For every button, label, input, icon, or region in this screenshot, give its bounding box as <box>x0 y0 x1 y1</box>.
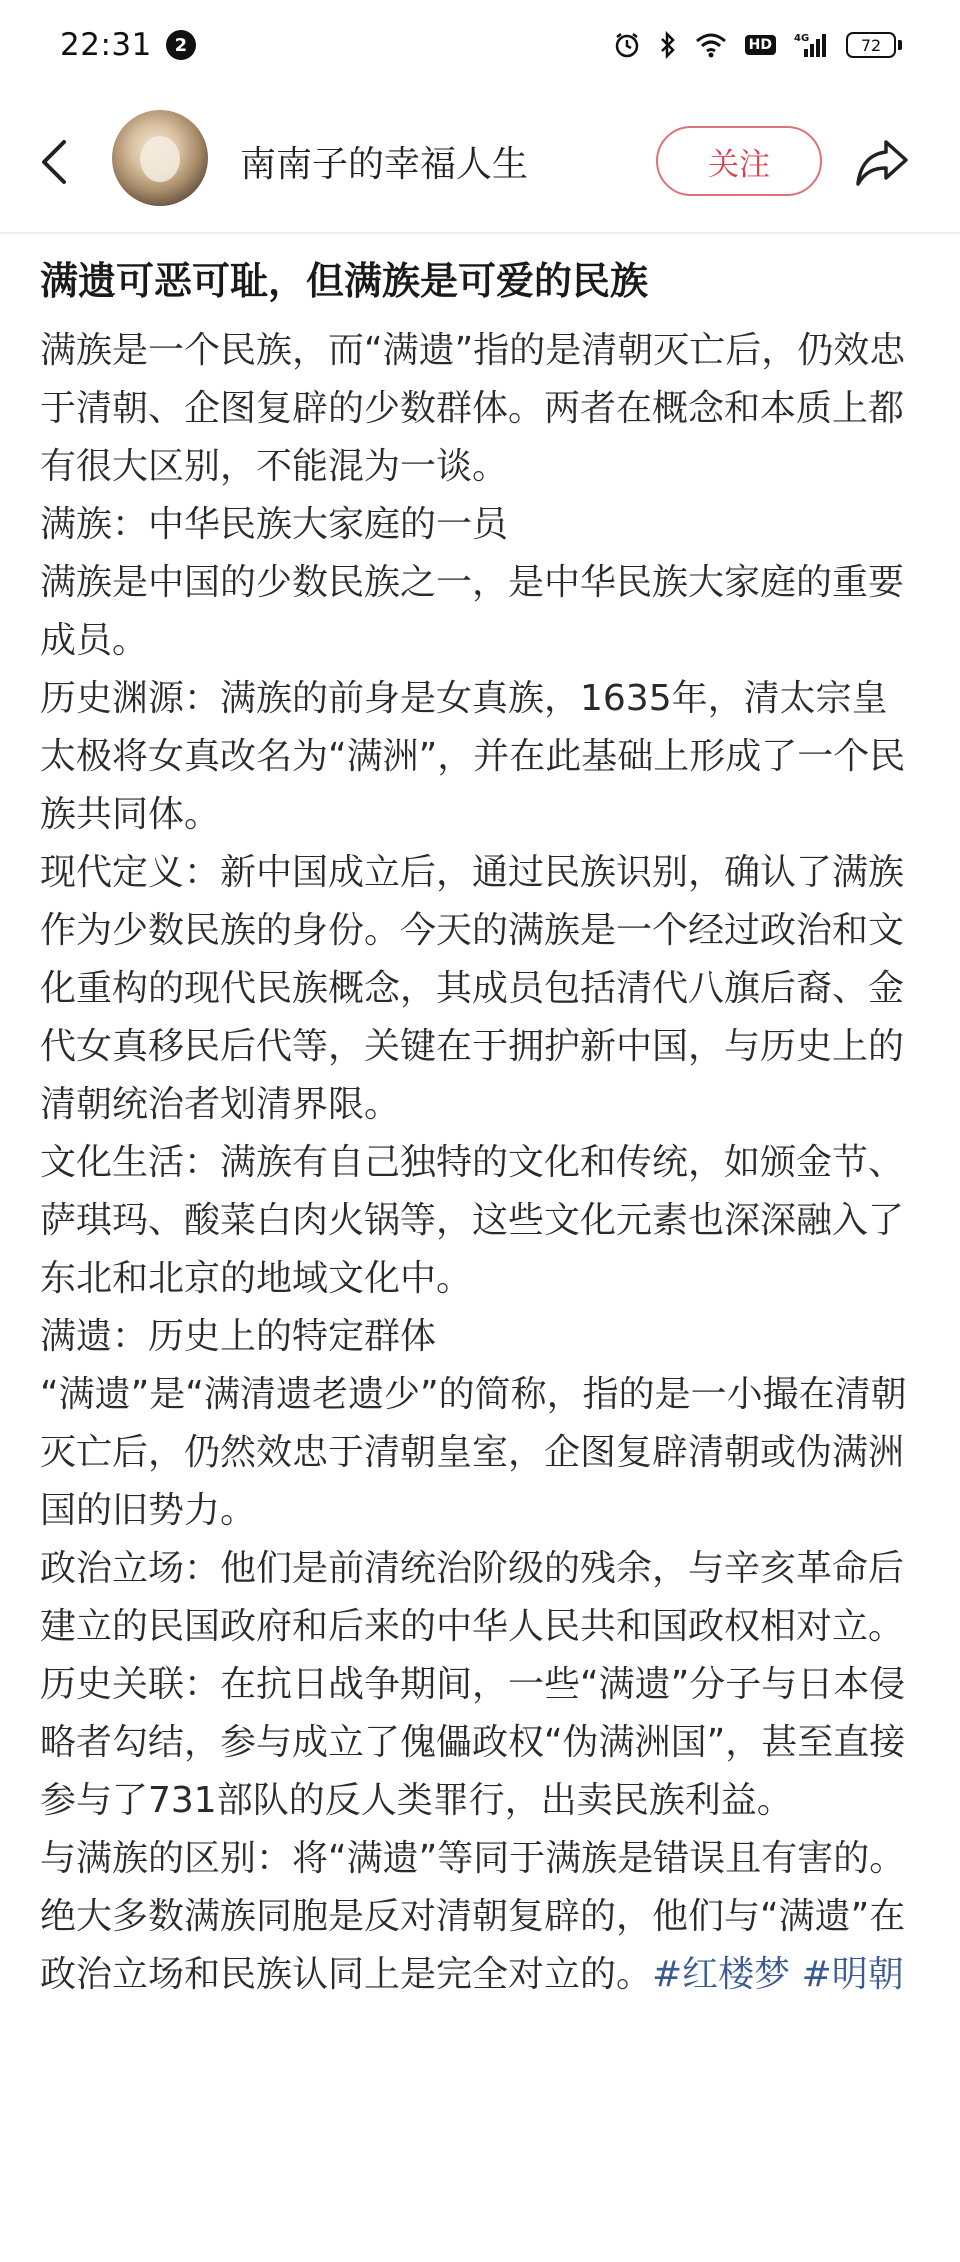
share-icon[interactable] <box>852 132 912 192</box>
svg-text:4G: 4G <box>794 33 810 44</box>
signal-icon <box>794 31 828 59</box>
battery-icon <box>846 32 902 58</box>
status-icons <box>613 31 902 59</box>
wifi-icon <box>695 32 727 58</box>
section-heading: 满遗：历史上的特定群体 <box>40 1316 437 1357</box>
section-heading: 满族：中华民族大家庭的一员 <box>40 504 509 545</box>
battery-level: 72 <box>846 32 896 58</box>
account-name[interactable]: 南南子的幸福人生 <box>240 144 529 185</box>
paragraph: 满族是中国的少数民族之一，是中华民族大家庭的重要成员。 <box>40 562 905 661</box>
paragraph: 满族是一个民族，而“满遗”指的是清朝灭亡后，仍效忠于清朝、企图复辟的少数群体。两者在概念和本质上都有很大区别，不能混为一谈。 <box>40 330 906 487</box>
status-bar <box>0 0 960 90</box>
hashtag-link[interactable]: #红楼梦 <box>652 1954 791 1995</box>
notification-badge: 2 <box>166 30 196 60</box>
paragraph: “满遗”是“满清遗老遗少”的简称，指的是一小撮在清朝灭亡后，仍然效忠于清朝皇室，企图复辟清朝或伪满洲国的旧势力。 <box>40 1374 907 1531</box>
paragraph: 现代定义：新中国成立后，通过民族识别，确认了满族作为少数民族的身份。今天的满族是一个经过政治和文化重构的现代民族概念，其成员包括清代八旗后裔、金代女真移民后代等，关键在于拥护新中国，与历史上的清朝统治者划清界限。 <box>40 852 905 1125</box>
bluetooth-icon <box>659 31 677 59</box>
avatar[interactable] <box>112 110 208 206</box>
paragraph: 历史渊源：满族的前身是女真族，1635年，清太宗皇太极将女真改名为“满洲”，并在此基础上形成了一个民族共同体。 <box>40 678 906 835</box>
paragraph: 政治立场：他们是前清统治阶级的残余，与辛亥革命后建立的民国政府和后来的中华人民共和国政权相对立。 <box>40 1548 905 1647</box>
paragraph-last <box>40 1830 920 2004</box>
article <box>40 240 920 2004</box>
status-time: 22:31 <box>60 27 152 63</box>
hashtag-link[interactable]: #明朝 <box>801 1954 904 1995</box>
article-title: 满遗可恶可耻，但满族是可爱的民族 <box>40 259 649 303</box>
hd-badge: HD <box>745 35 776 55</box>
status-left <box>60 27 196 63</box>
alarm-icon <box>613 31 641 59</box>
last-paragraph-text: 与满族的区别：将“满遗”等同于满族是错误且有害的。绝大多数满族同胞是反对清朝复辟的，他们与“满遗”在政治立场和民族认同上是完全对立的。 <box>40 1838 906 1995</box>
nav-bar <box>0 110 960 214</box>
back-arrow-icon[interactable] <box>30 134 80 190</box>
paragraph: 历史关联：在抗日战争期间，一些“满遗”分子与日本侵略者勾结，参与成立了傀儡政权“伪满洲国”，甚至直接参与了731部队的反人类罪行，出卖民族利益。 <box>40 1664 906 1821</box>
paragraph: 文化生活：满族有自己独特的文化和传统，如颁金节、萨琪玛、酸菜白肉火锅等，这些文化元素也深深融入了东北和北京的地域文化中。 <box>40 1142 905 1299</box>
article-body <box>40 322 920 2004</box>
follow-button[interactable]: 关注 <box>656 126 822 196</box>
header-divider <box>0 232 960 234</box>
